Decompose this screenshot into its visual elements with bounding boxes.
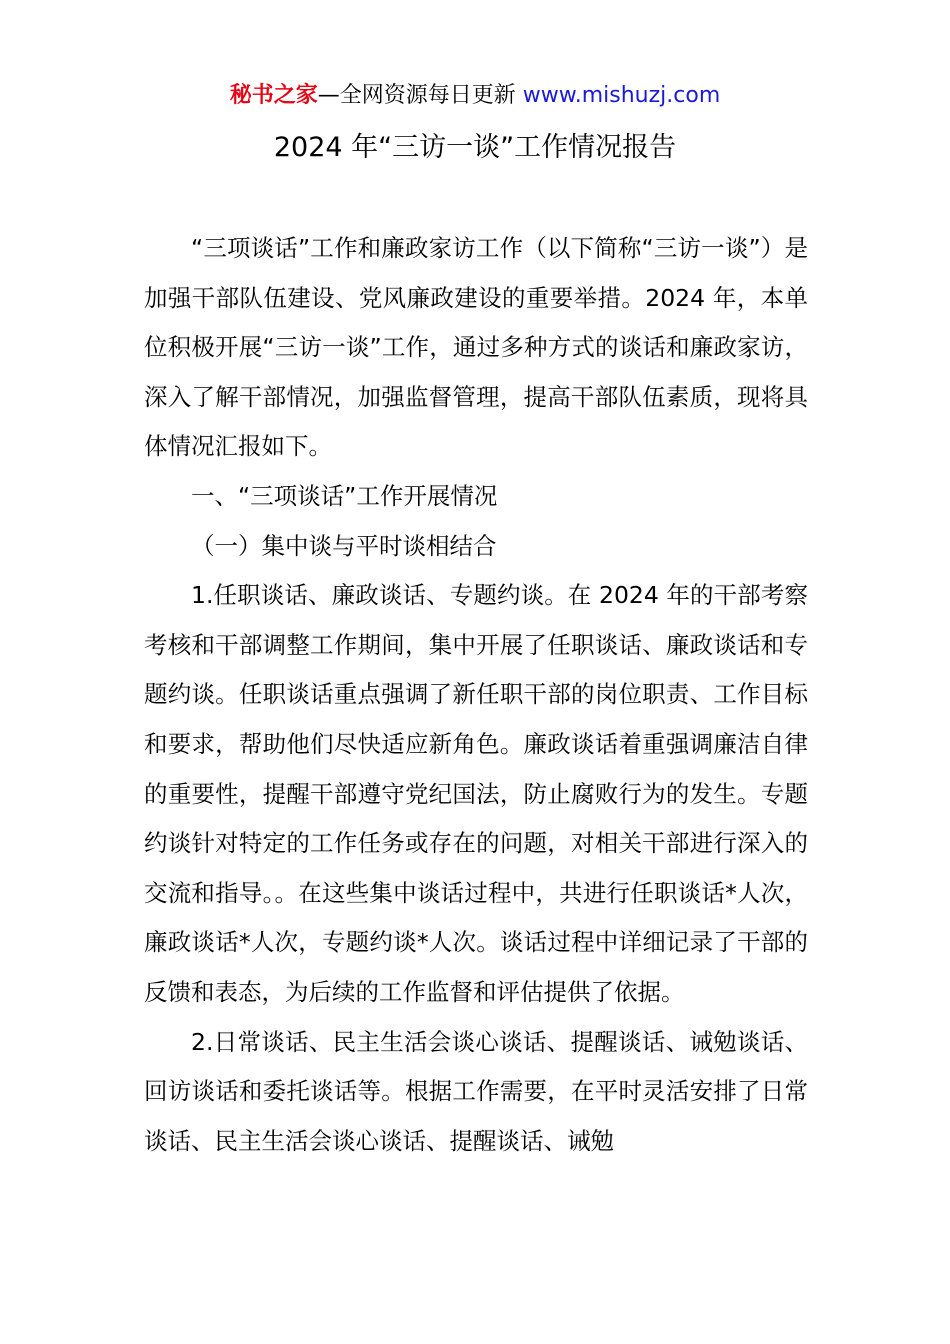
- site-header: [0, 80, 950, 112]
- subsection-heading: （一）集中谈与平时谈相结合: [191, 531, 497, 560]
- body-paragraph-1: 1.任职谈话、廉政谈话、专题约谈。在 2024 年的干部考察考核和干部调整工作期间，集中开展了任职谈话、廉政谈话和专题约谈。任职谈话重点强调了新任职干部的岗位职责、工作目标和要求，帮助他们尽快适应新角色。廉政谈话着重强调廉洁自律的重要性，提醒干部遵守党纪国法，防止腐败行为的发生。专题约谈针对特定的工作任务或存在的问题，对相关干部进行深入的交流和指导。。在这些集中谈话过程中，共进行任职谈话*人次，廉政谈话*人次，专题约谈*人次。谈话过程中详细记录了干部的反馈和表态，为后续的工作监督和评估提供了依据。: [144, 581, 808, 1006]
- site-url-link[interactable]: www.mishuzj.com: [522, 83, 721, 108]
- brand-name: 秘书之家: [229, 83, 318, 108]
- body-paragraph-2: 2.日常谈话、民主生活会谈心谈话、提醒谈话、诫勉谈话、回访谈话和委托谈话等。根据工作需要，在平时灵活安排了日常谈话、民主生活会谈心谈话、提醒谈话、诫勉: [144, 1027, 808, 1155]
- header-tagline: —全网资源每日更新: [317, 83, 523, 108]
- document-body: [144, 224, 808, 1166]
- document-title: 2024 年“三访一谈”工作情况报告: [273, 132, 677, 163]
- intro-paragraph: “三项谈话”工作和廉政家访工作（以下简称“三访一谈”）是加强干部队伍建设、党风廉政建设的重要举措。2024 年，本单位积极开展“三访一谈”工作，通过多种方式的谈话和廉政家访，深入了解干部情况，加强监督管理，提高干部队伍素质，现将具体情况汇报如下。: [144, 234, 808, 461]
- section-heading: 一、“三项谈话”工作开展情况: [191, 481, 498, 510]
